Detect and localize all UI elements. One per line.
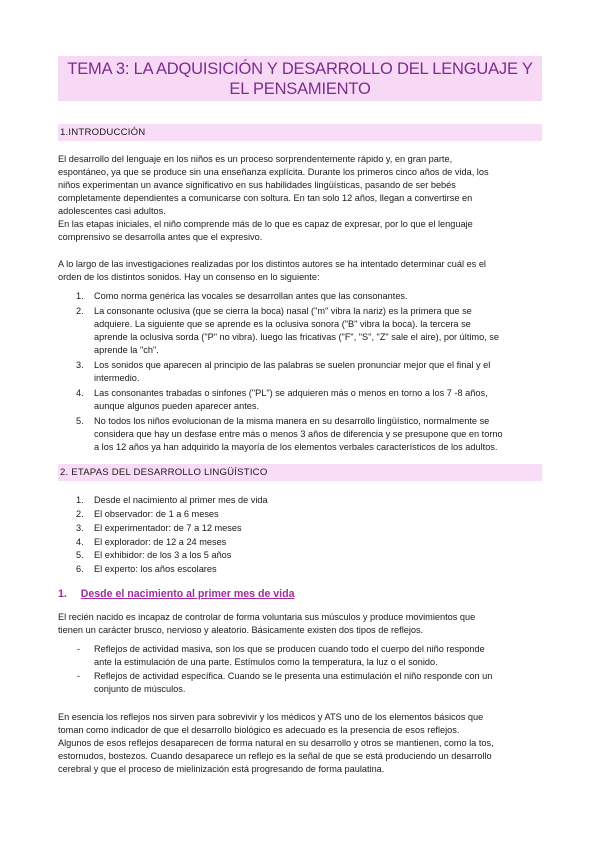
list-number: 6. xyxy=(76,564,84,574)
body-paragraph-line: Algunos de esos reflejos desaparecen de forma natural en su desarrollo y otros se mantienen, como la tos, xyxy=(58,738,494,748)
list-number: 4. xyxy=(76,388,84,398)
body-paragraph-line: En esencia los reflejos nos sirven para sobrevivir y los médicos y ATS uno de los elementos básicos que xyxy=(58,712,484,722)
list-item: Los sonidos que aparecen al principio de las palabras se suelen pronunciar mejor que el final y el xyxy=(94,360,491,370)
list-number: 3. xyxy=(76,523,84,533)
body-paragraph-line: tienen un carácter brusco, nervioso y aleatorio. Básicamente existen dos tipos de reflejos. xyxy=(58,625,424,635)
list-item: El observador: de 1 a 6 meses xyxy=(94,509,219,519)
intro-paragraph-line: completamente dependientes a comunicarse con soltura. En tan solo 12 años, llegan a convertirse en xyxy=(58,193,473,203)
list-item: El experto: los años escolares xyxy=(94,564,217,574)
list-item: considera que hay un desfase entre más o menos 3 años de diferencia y se presupone que en torno xyxy=(94,429,503,439)
bullet-item: ante la estimulación de una parte. Estímulos como la temperatura, la luz o el sonido. xyxy=(94,657,438,667)
document-title-line-2: EL PENSAMIENTO xyxy=(229,80,371,98)
intro-paragraph-line: niños experimentan un avance significativo en sus habilidades lingüísticas, pasando de ser bebés xyxy=(58,180,456,190)
bullet-dash: - xyxy=(77,671,81,681)
list-number: 3. xyxy=(76,360,84,370)
intro-paragraph-line: orden de los distintos sonidos. Hay un consenso en lo siguiente: xyxy=(58,272,320,282)
list-number: 5. xyxy=(76,416,84,426)
bullet-item: conjunto de músculos. xyxy=(94,684,186,694)
list-item: aprende la "ch". xyxy=(94,345,159,355)
list-item: a los 12 años ya han adquirido la mayoría de los elementos verbales característicos de los adultos. xyxy=(94,442,498,452)
list-number: 2. xyxy=(76,306,84,316)
list-item: El explorador: de 12 a 24 meses xyxy=(94,537,227,547)
list-item: aunque algunos pueden aparecer antes. xyxy=(94,401,259,411)
list-number: 5. xyxy=(76,550,84,560)
list-item: Las consonantes trabadas o sinfones ("PL") se adquieren más o menos en torno a los 7 -8 años, xyxy=(94,388,488,398)
list-item: El exhibidor: de los 3 a los 5 años xyxy=(94,550,232,560)
intro-paragraph-line: adolescentes casi adultos. xyxy=(58,206,166,216)
bullet-dash: - xyxy=(77,644,81,654)
section-heading-etapas: 2. ETAPAS DEL DESARROLLO LINGÜÍSTICO xyxy=(58,464,542,481)
bullet-item: Reflejos de actividad masiva, son los que se producen cuando todo el cuerpo del niño responde xyxy=(94,644,485,654)
body-paragraph-line: El recién nacido es incapaz de controlar de forma voluntaria sus músculos y produce movimientos que xyxy=(58,612,476,622)
section-heading-introduccion: 1.INTRODUCCIÓN xyxy=(58,124,542,141)
intro-paragraph-line: comprensivo se desarrolla antes que el expresivo. xyxy=(58,232,263,242)
document-title-line-1: TEMA 3: LA ADQUISICIÓN Y DESARROLLO DEL LENGUAJE Y xyxy=(67,60,533,78)
list-item: La consonante oclusiva (que se cierra la boca) nasal ("m" vibra la nariz) es la primera que se xyxy=(94,306,472,316)
list-item: intermedio. xyxy=(94,373,140,383)
list-item: aprende la oclusiva sorda ("P" no vibra). luego las fricativas ("F", "S", "Z" sale el aire), por último, se xyxy=(94,332,499,342)
list-item: Desde el nacimiento al primer mes de vida xyxy=(94,495,268,505)
list-number: 1. xyxy=(76,291,84,301)
list-item: adquiere. La siguiente que se aprende es la oclusiva sonora ("B" vibra la boca). la tercera se xyxy=(94,319,471,329)
intro-paragraph-line: A lo largo de las investigaciones realizadas por los distintos autores se ha intentado determinar cuál es el xyxy=(58,259,486,269)
list-number: 1. xyxy=(76,495,84,505)
subsection-number: 1. xyxy=(58,588,67,600)
list-number: 2. xyxy=(76,509,84,519)
list-number: 4. xyxy=(76,537,84,547)
subsection-heading xyxy=(58,587,294,601)
intro-paragraph-line: El desarrollo del lenguaje en los niños es un proceso sorprendentemente rápido y, en gran parte, xyxy=(58,154,453,164)
body-paragraph-line: estornudos, bostezos. Cuando desaparece un reflejo es la señal de que se está produciendo un desarrollo xyxy=(58,751,492,761)
list-item: Como norma genérica las vocales se desarrollan antes que las consonantes. xyxy=(94,291,408,301)
list-item: No todos los niños evolucionan de la misma manera en su desarrollo lingüístico, normalmente se xyxy=(94,416,490,426)
intro-paragraph-line: espontáneo, ya que se produce sin una enseñanza explícita. Durante los primeros cinco años de vida, los xyxy=(58,167,489,177)
intro-paragraph-line: En las etapas iniciales, el niño comprende más de lo que es capaz de expresar, por lo que el lenguaje xyxy=(58,219,473,229)
body-paragraph-line: cerebral y que el proceso de mielinización está progresando de forma paulatina. xyxy=(58,764,385,774)
body-paragraph-line: toman como indicador de que el desarrollo biológico es adecuado es la presencia de esos reflejos. xyxy=(58,725,460,735)
list-item: El experimentador: de 7 a 12 meses xyxy=(94,523,242,533)
subsection-title: Desde el nacimiento al primer mes de vida xyxy=(80,588,295,600)
bullet-item: Reflejos de actividad específica. Cuando se le presenta una estimulación el niño responde con un xyxy=(94,671,493,681)
